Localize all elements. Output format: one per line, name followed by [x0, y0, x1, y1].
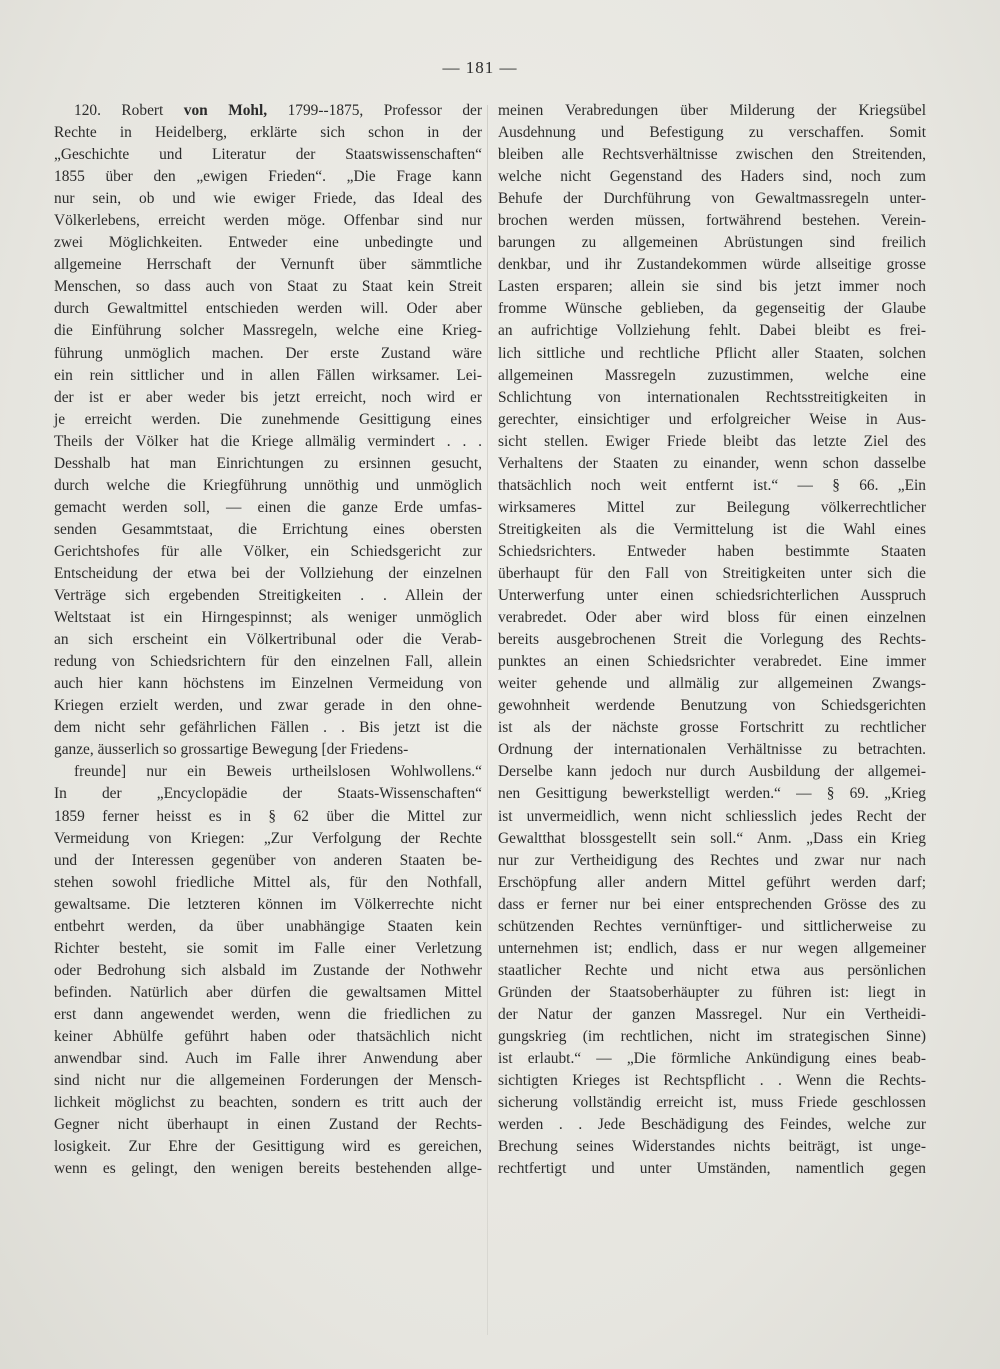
text-line: Verhaltens der Staaten zu einander, wenn schon dasselbe: [498, 454, 926, 472]
text-line: Menschen, so dass auch von Staat zu Staat kein Streit: [54, 278, 482, 296]
text-line: Weltstaat ist ein Hirngespinnst; als weniger unmöglich: [54, 609, 482, 627]
text-line: staatlicher Rechte und nicht etwa aus persönlichen: [498, 961, 926, 979]
text-line: ist erlaubt.“ — „Die förmliche Ankündigung eines beab-: [498, 1050, 926, 1068]
text-line: Gewaltthat blossgestellt sein soll.“ Anm. „Dass ein Krieg: [498, 829, 926, 847]
author-name: von Mohl,: [183, 102, 268, 119]
text-line: zwei Möglichkeiten. Entweder eine unbedingte und: [54, 234, 482, 252]
text-line: nur zur Vertheidigung des Rechtes und zwar nur nach: [498, 851, 926, 869]
text-line: und der Interessen gegenüber von anderen Staaten be-: [54, 851, 482, 869]
text-line: Schlichtung von internationalen Rechtsstreitigkeiten in: [498, 388, 926, 406]
text-line: ein rein sittlicher und in allen Fällen wirksamer. Lei-: [54, 366, 482, 384]
text-line: sind nicht nur die allgemeinen Forderungen der Mensch-: [54, 1072, 482, 1090]
text-line: erst dann angewendet werden, wenn die friedlichen zu: [54, 1005, 482, 1023]
text-line: stehen sowohl friedliche Mittel als, für den Nothfall,: [54, 873, 482, 891]
text-line: dem nicht sehr gefährlichen Fällen . . Bis jetzt ist die: [54, 719, 482, 737]
text-line: 1859 ferner heisst es in § 62 über die Mittel zur: [54, 807, 482, 825]
text-line: Gründen der Staatsoberhäupter zu führen ist: liegt in: [498, 983, 926, 1001]
text-line: lichkeit möglichst zu beachten, sondern es tritt auch der: [54, 1094, 482, 1112]
text-line: senden Gesammtstaat, die Errichtung eines obersten: [54, 520, 482, 538]
text-line: Lasten ersparen; allein sie sind bis jetzt immer noch: [498, 278, 926, 296]
text-line: bleiben alle Rechtsverhältnisse zwischen den Streitenden,: [498, 146, 926, 164]
text-line: werden . . Jede Beschädigung des Feindes, welche zur: [498, 1116, 926, 1134]
text-line: gewohnheit werdende Benutzung von Schiedsgerichten: [498, 697, 926, 715]
text-line: verabredet. Oder aber wird bloss für einen einzelnen: [498, 609, 926, 627]
text-line: welche nicht Gegenstand des Haders sind, noch zum: [498, 168, 926, 186]
text-line: wirksameres Mittel zur Beilegung völkerrechtlicher: [498, 498, 926, 516]
right-column: [498, 100, 926, 1180]
text-line: freunde] nur ein Beweis urtheilslosen Wohlwollens.“: [74, 763, 482, 781]
text-line: Gegner nicht überhaupt in einen Zustand der Rechts-: [54, 1116, 482, 1134]
text-line: thatsächlich noch weit entfernt ist.“ — § 66. „Ein: [498, 476, 926, 494]
text-line: denkbar, und ihr Zustandekommen würde allseitige grosse: [498, 256, 926, 274]
text-line: ist unvermeidlich, wenn nicht schliesslich jedes Recht der: [498, 807, 926, 825]
text-line: Völkerlebens, erreicht werden möge. Offenbar sind nur: [54, 212, 482, 230]
text-line: Erschöpfung aller andern Mittel geführt werden darf;: [498, 873, 926, 891]
text-line: weiter gehende und allmälig zur allgemeinen Zwangs-: [498, 675, 926, 693]
text-line: In der „Encyclopädie der Staats-Wissenschaften“: [54, 785, 482, 803]
text-line: gemacht werden soll, — einen die ganze Erde umfas-: [54, 498, 482, 516]
text-line: lich sittliche und rechtliche Pflicht aller Staaten, solchen: [498, 344, 926, 362]
text-line: Vermeidung von Kriegen: „Zur Verfolgung der Rechte: [54, 829, 482, 847]
text-line: führung unmöglich machen. Der erste Zustand wäre: [54, 344, 482, 362]
text-line: überhaupt für den Fall von Streitigkeiten unter sich die: [498, 564, 926, 582]
text-line: 1855 über den „ewigen Frieden“. „Die Frage kann: [54, 168, 482, 186]
text-line: brochen werden müssen, fortwährend bestehen. Verein-: [498, 212, 926, 230]
text-line: punktes an einen Schiedsrichter verabredet. Eine immer: [498, 653, 926, 671]
text-line: losigkeit. Zur Ehre der Gesittigung wird es gereichen,: [54, 1138, 482, 1156]
text-line: gerechter, einsichtiger und erfolgreicher Weise in Aus-: [498, 410, 926, 428]
text-line: der Natur der ganzen Massregel. Nur ein Vertheidi-: [498, 1005, 926, 1023]
text-line: unternehmen ist; endlich, dass er nur wegen allgemeiner: [498, 939, 926, 957]
text-line: oder Bedrohung sich alsbald im Zustande der Nothwehr: [54, 961, 482, 979]
text-line: Desshalb hat man Einrichtungen zu ersinnen gesucht,: [54, 454, 482, 472]
text-line: auch hier kann höchstens im Einzelnen Vermeidung von: [54, 675, 482, 693]
page-number: — 181 —: [442, 58, 518, 77]
text-line: nen Gesittigung bewerkstelligt werden.“ — § 69. „Krieg: [498, 785, 926, 803]
text-line: Derselbe kann jedoch nur durch Ausbildung der allgemei-: [498, 763, 926, 781]
text-line: wenn es gelingt, den wenigen bereits bestehenden allge-: [54, 1160, 482, 1178]
text-line: je erreicht werden. Die zunehmende Gesittigung eines: [54, 410, 482, 428]
left-column: [54, 100, 482, 1180]
text-line: Rechte in Heidelberg, erklärte sich schon in der: [54, 124, 482, 142]
text-line: rechtfertigt und unter Umständen, namentlich gegen: [498, 1160, 926, 1178]
text-line: Brechung seines Widerstandes nichts beiträgt, ist unge-: [498, 1138, 926, 1156]
text-line: barungen zu allgemeinen Abrüstungen sind freilich: [498, 234, 926, 252]
text-line: schützenden Rechtes vernünftiger- und sittlicherweise zu: [498, 917, 926, 935]
text-line: allgemeinen Massregeln zuzustimmen, welche eine: [498, 366, 926, 384]
paragraph-120-first-line: [54, 100, 482, 122]
text-line: sichtigten Krieges ist Rechtspflicht . . Wenn die Rechts-: [498, 1072, 926, 1090]
text-line: Verträge sich ergebenden Streitigkeiten . . Allein der: [54, 587, 482, 605]
text-line: Entscheidung der etwa bei der Vollziehung der einzelnen: [54, 564, 482, 582]
text-line: meinen Verabredungen über Milderung der Kriegsübel: [498, 102, 926, 119]
text-line: an sich erscheint ein Völkertribunal oder die Verab-: [54, 631, 482, 649]
text-line: sicht stellen. Ewiger Friede bleibt das letzte Ziel des: [498, 432, 926, 450]
text-line: gungskrieg (im rechtlichen, nicht im strategischen Sinne): [498, 1027, 926, 1045]
text-line: „Geschichte und Literatur der Staatswissenschaften“: [54, 146, 482, 164]
text-line: ganze, äusserlich so grossartige Bewegung [der Friedens-: [54, 741, 409, 759]
text-line: allgemeine Herrschaft der Vernunft über sämmtliche: [54, 256, 482, 274]
text-line: Ordnung der internationalen Verhältnisse zu betrachten.: [498, 741, 926, 759]
text-line: Unterwerfung unter einen schiedsrichterlichen Ausspruch: [498, 587, 926, 605]
text-line: bereits ausgebrochenen Streit die Vorlegung des Rechts-: [498, 631, 926, 649]
paragraph-number: 120. Robert: [74, 102, 184, 119]
text-line: Richter besteht, sie somit im Falle einer Verletzung: [54, 939, 482, 957]
text-line: befinden. Natürlich aber dürfen die gewaltsamen Mittel: [54, 983, 482, 1001]
first-line-rest: 1799--1875, Professor der: [267, 102, 482, 119]
text-line: sicherung vollständig erreicht ist, muss Friede geschlossen: [498, 1094, 926, 1112]
text-line: Theils der Völker hat die Kriege allmälig vermindert . . .: [54, 432, 482, 450]
text-line: keiner Abhülfe geführt haben oder thatsächlich nicht: [54, 1027, 482, 1045]
text-line: an aufrichtige Vollziehung fehlt. Dabei bleibt es frei-: [498, 322, 926, 340]
text-line: nur sein, ob und wie ewiger Friede, das Ideal des: [54, 190, 482, 208]
text-line: fromme Wünsche geblieben, da gegenseitig der Glaube: [498, 300, 926, 318]
text-line: dass er ferner nur bei einer entsprechenden Grösse des zu: [498, 895, 926, 913]
text-line: durch Gewaltmittel entschieden werden will. Oder aber: [54, 300, 482, 318]
text-line: Kriegen erzielt werden, und zwar gerade in den ohne-: [54, 697, 482, 715]
text-line: Streitigkeiten als die Vermittelung ist die Wahl eines: [498, 520, 926, 538]
text-line: Behufe der Durchführung von Gewaltmassregeln unter-: [498, 190, 926, 208]
text-line: Schiedsrichters. Entweder haben bestimmte Staaten: [498, 542, 926, 560]
text-line: entbehrt werden, da über unabhängige Staaten kein: [54, 917, 482, 935]
text-line: die Einführung solcher Massregeln, welche eine Krieg-: [54, 322, 482, 340]
text-line: ist als der nächste grosse Fortschritt zu rechtlicher: [498, 719, 926, 737]
text-line: gewaltsame. Die letzteren können im Völkerrechte nicht: [54, 895, 482, 913]
text-line: der ist er aber weder bis jetzt erreicht, noch wird er: [54, 388, 482, 406]
column-divider: [487, 105, 488, 1335]
text-line: Ausdehnung und Befestigung zu verschaffen. Somit: [498, 124, 926, 142]
text-line: durch welche die Kriegführung unnöthig und unmöglich: [54, 476, 482, 494]
text-line: Gerichtshofes für alle Völker, ein Schiedsgericht zur: [54, 542, 482, 560]
text-line: redung von Schiedsrichtern für den einzelnen Fall, allein: [54, 653, 482, 671]
text-line: anwendbar sind. Auch im Falle ihrer Anwendung aber: [54, 1050, 482, 1068]
